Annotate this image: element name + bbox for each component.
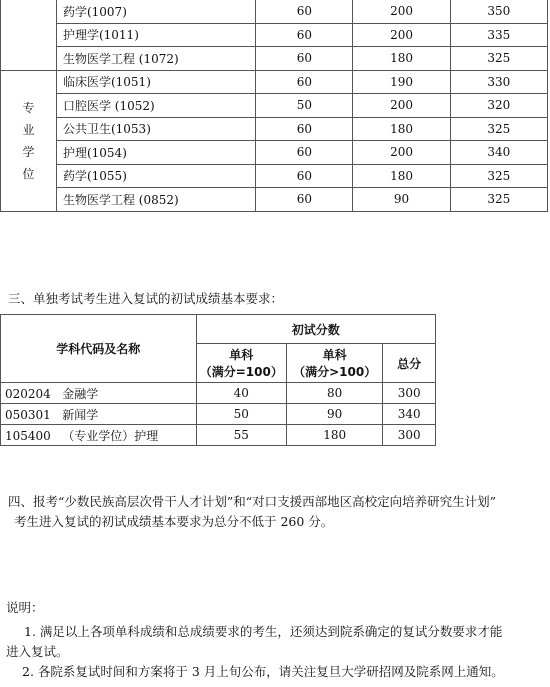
total-score: 335 xyxy=(450,23,547,47)
total-header: 总分 xyxy=(383,344,436,383)
group-label-line: 业 xyxy=(22,122,35,137)
single-score-2: 80 xyxy=(287,383,383,404)
total-score: 320 xyxy=(450,94,547,118)
major-name: 公共卫生(1053) xyxy=(56,117,255,141)
major-name: 护理(1054) xyxy=(56,141,255,165)
subject-code: 020204 xyxy=(5,386,51,401)
total-score: 340 xyxy=(450,141,547,165)
total-score: 340 xyxy=(383,404,436,425)
notes-heading: 说明： xyxy=(6,600,44,615)
single-score-1: 60 xyxy=(256,47,353,71)
table-row xyxy=(1,425,436,446)
subject-code: 105400 xyxy=(5,428,51,443)
total-score: 350 xyxy=(450,0,547,23)
table-row xyxy=(1,164,548,188)
subject-code: 050301 xyxy=(5,407,51,422)
single2-header-line2: （满分>100） xyxy=(293,365,377,379)
single-score-1: 60 xyxy=(256,117,353,141)
table-header-row xyxy=(1,315,436,344)
single-score-2: 200 xyxy=(353,0,450,23)
total-score: 300 xyxy=(383,383,436,404)
single1-header xyxy=(196,344,286,383)
major-name: 临床医学(1051) xyxy=(56,70,255,94)
section4-paragraph xyxy=(8,492,496,532)
total-score: 300 xyxy=(383,425,436,446)
major-name: 药学(1007) xyxy=(56,0,255,23)
single-score-2: 190 xyxy=(353,70,450,94)
single-score-2: 180 xyxy=(353,164,450,188)
group-label-line: 专 xyxy=(22,100,35,115)
table-row xyxy=(1,188,548,212)
note-line: 1. 满足以上各项单科成绩和总成绩要求的考生，还须达到院系确定的复试分数要求才能 xyxy=(24,624,503,639)
single-score-1: 60 xyxy=(256,23,353,47)
subject-name: 新闻学 xyxy=(62,407,99,422)
total-score: 325 xyxy=(450,117,547,141)
table-row xyxy=(1,70,548,94)
table-row xyxy=(1,23,548,47)
table-row xyxy=(1,141,548,165)
single-score-2: 200 xyxy=(353,141,450,165)
subject-cell xyxy=(1,425,197,446)
subject-cell xyxy=(1,404,197,425)
group-label-line: 位 xyxy=(22,166,35,181)
single-score-1: 60 xyxy=(256,141,353,165)
group-label-professional-degree xyxy=(1,70,57,211)
total-score: 325 xyxy=(450,188,547,212)
total-score: 330 xyxy=(450,70,547,94)
major-name: 药学(1055) xyxy=(56,164,255,188)
single1-header-line1: 单科 xyxy=(229,348,254,362)
note-line: 进入复试。 xyxy=(6,644,69,659)
single-score-1: 50 xyxy=(196,404,286,425)
major-name: 生物医学工程 (0852) xyxy=(56,188,255,212)
major-name: 生物医学工程 (1072) xyxy=(56,47,255,71)
single-score-1: 55 xyxy=(196,425,286,446)
subject-cell xyxy=(1,383,197,404)
single2-header-line1: 单科 xyxy=(322,348,347,362)
score-table xyxy=(0,0,548,212)
table-row xyxy=(1,404,436,425)
single-score-1: 50 xyxy=(256,94,353,118)
table-row xyxy=(1,94,548,118)
single-score-1: 60 xyxy=(256,70,353,94)
independent-exam-table xyxy=(0,314,436,446)
group-cell-empty xyxy=(1,0,57,70)
single-score-2: 90 xyxy=(353,188,450,212)
major-name: 护理学(1011) xyxy=(56,23,255,47)
score-header: 初试分数 xyxy=(196,315,435,344)
section3-heading: 三、单独考试考生进入复试的初试成绩基本要求： xyxy=(8,291,284,306)
major-name: 口腔医学 (1052) xyxy=(56,94,255,118)
single-score-1: 60 xyxy=(256,0,353,23)
single-score-2: 90 xyxy=(287,404,383,425)
single-score-2: 200 xyxy=(353,23,450,47)
subject-name: 金融学 xyxy=(62,386,99,401)
single-score-1: 40 xyxy=(196,383,286,404)
subject-header: 学科代码及名称 xyxy=(1,315,197,383)
group-label-line: 学 xyxy=(22,144,35,159)
table-row xyxy=(1,47,548,71)
total-score: 325 xyxy=(450,164,547,188)
single-score-2: 200 xyxy=(353,94,450,118)
note-item-1 xyxy=(6,622,503,662)
table-row xyxy=(1,117,548,141)
total-score: 325 xyxy=(450,47,547,71)
section4-line: 考生进入复试的初试成绩基本要求为总分不低于 260 分。 xyxy=(14,514,334,529)
single1-header-line2: （满分=100） xyxy=(199,365,283,379)
single-score-2: 180 xyxy=(353,117,450,141)
subject-name: （专业学位）护理 xyxy=(62,428,159,443)
table-row xyxy=(1,0,548,23)
single-score-2: 180 xyxy=(353,47,450,71)
single-score-1: 60 xyxy=(256,164,353,188)
single2-header xyxy=(287,344,383,383)
table-row xyxy=(1,383,436,404)
section4-line: 四、报考“少数民族高层次骨干人才计划”和“对口支援西部地区高校定向培养研究生计划” xyxy=(8,494,497,509)
single-score-2: 180 xyxy=(287,425,383,446)
single-score-1: 60 xyxy=(256,188,353,212)
note-item-2: 2. 各院系复试时间和方案将于 3 月上旬公布，请关注复旦大学研招网及院系网上通知。 xyxy=(22,664,504,679)
